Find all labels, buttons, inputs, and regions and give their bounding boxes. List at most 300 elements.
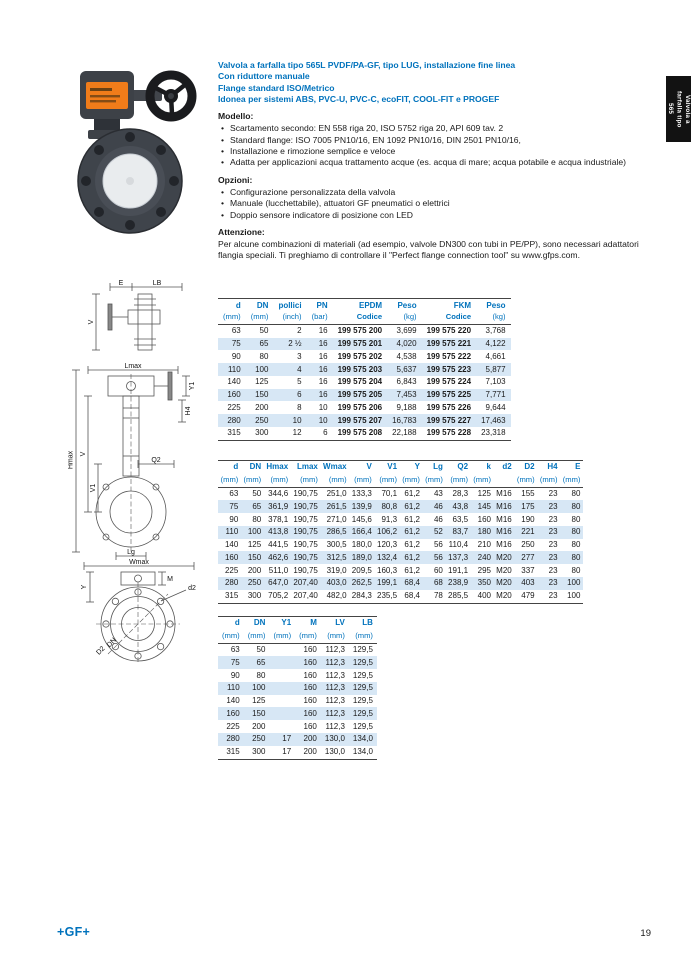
table-cell: 150	[252, 708, 266, 718]
drawing-front-view	[68, 360, 200, 565]
column-header: Y	[414, 462, 420, 472]
table-cell: 155	[521, 488, 535, 498]
table-cell: 5,637	[396, 364, 417, 374]
table-row	[218, 401, 511, 414]
table-row	[218, 539, 583, 552]
dimensions-table	[218, 460, 583, 604]
table-cell: 56	[433, 552, 443, 562]
table-cell	[269, 682, 295, 695]
table-cell: 190,75	[293, 565, 318, 575]
column-unit: (mm)	[291, 474, 321, 487]
attention-text: Per alcune combinazioni di materiali (ad esempio, valvole DN300 con tubi in PE/PP), sono necessari adattatori flangia speciali. Ti preghiamo di controllare il "Perfect flange connection tool" su www.gfps.com.	[218, 239, 639, 261]
table-row	[218, 500, 583, 513]
table-cell: 7,771	[485, 390, 506, 400]
table-cell: 300	[247, 591, 262, 601]
dimension-label: Y1	[189, 381, 196, 391]
table-cell: 190,75	[293, 501, 318, 511]
table-cell: 16	[318, 338, 328, 348]
table-cell: 61,2	[404, 552, 420, 562]
product-subtitle: Con riduttore manuale	[218, 71, 310, 82]
table-cell: 110	[225, 527, 239, 537]
column-header: FKM	[453, 301, 472, 310]
table-cell: 23	[548, 488, 558, 498]
column-header: d	[235, 301, 241, 310]
column-header: d2	[502, 462, 512, 472]
table-cell: 5	[297, 377, 302, 387]
table-cell: 315	[226, 747, 240, 757]
table-cell: 378,1	[268, 514, 289, 524]
table-cell: 140	[226, 696, 240, 706]
table-row	[218, 733, 377, 746]
dimension-label: D2	[95, 645, 107, 657]
table-cell: 80	[571, 540, 581, 550]
table-cell: 199 575 202	[337, 351, 383, 361]
table-cell: 199 575 208	[337, 428, 383, 438]
table-cell: 125	[252, 696, 266, 706]
table-cell: 140	[227, 377, 241, 387]
table-cell: 315	[227, 428, 241, 438]
table-cell: 160	[303, 657, 317, 667]
table-cell: 199 575 223	[426, 364, 472, 374]
side-tab-line: Valvola a	[683, 94, 691, 124]
column-unit: (mm)	[295, 630, 321, 643]
column-header: d	[233, 462, 239, 472]
table-cell: 12	[292, 428, 302, 438]
table-cell: 60	[433, 565, 443, 575]
table-cell: 207,40	[293, 578, 318, 588]
table-row	[218, 414, 511, 427]
table-row	[218, 643, 377, 656]
column-unit: (mm)	[264, 474, 291, 487]
table-cell: 17	[282, 734, 292, 744]
table-cell: 110	[227, 364, 241, 374]
table-cell: 300,5	[326, 540, 347, 550]
column-unit: (mm)	[321, 630, 349, 643]
table-cell: 300	[252, 747, 266, 757]
opzioni-list	[218, 187, 656, 221]
table-cell: 129,5	[352, 644, 373, 654]
table-cell: 441,5	[268, 540, 289, 550]
table-cell: 4	[297, 364, 302, 374]
column-unit: (mm)	[423, 474, 446, 487]
table-cell: 52	[433, 527, 443, 537]
table-cell: 112,3	[325, 696, 345, 706]
table-cell: 91,3	[381, 514, 398, 524]
table-cell: 361,9	[268, 501, 289, 511]
table-cell: 190,75	[293, 540, 318, 550]
table-cell: 23	[548, 540, 558, 550]
table-cell: 17,463	[481, 415, 506, 425]
table-cell: 28,3	[452, 488, 469, 498]
table-cell: 75	[229, 501, 239, 511]
table-cell: 199 575 207	[337, 415, 383, 425]
column-unit: (mm)	[349, 630, 377, 643]
table-cell: 80,8	[381, 501, 398, 511]
table-cell: 462,6	[268, 552, 289, 562]
table-cell: 61,2	[404, 565, 420, 575]
table-cell: 100	[255, 364, 269, 374]
table-cell: M16	[496, 540, 512, 550]
table-cell: 150	[255, 390, 269, 400]
column-header: Lg	[433, 462, 443, 472]
table-cell: 200	[252, 721, 266, 731]
column-unit: (mm)	[560, 474, 583, 487]
table-cell: M20	[496, 578, 512, 588]
table-cell: 80	[571, 527, 581, 537]
table-cell: 160	[303, 644, 317, 654]
section-label-opzioni: Opzioni:	[218, 174, 253, 185]
column-unit: (inch)	[273, 312, 306, 324]
valve-photo-svg	[50, 62, 208, 234]
table-cell: 221	[521, 527, 535, 537]
table-cell: 80	[571, 488, 581, 498]
table-cell: 5,877	[485, 364, 506, 374]
table-cell: 4,661	[485, 351, 506, 361]
table-cell: 271,0	[326, 514, 347, 524]
column-header: DN	[249, 462, 262, 472]
table-cell: 61,2	[404, 514, 420, 524]
table-cell: 100	[567, 591, 581, 601]
column-unit: (kg)	[387, 312, 421, 324]
table-cell: 482,0	[326, 591, 347, 601]
column-unit: (mm)	[241, 474, 264, 487]
bullet-item: • Manuale (lucchettabile), attuatori GF pneumatici o elettrici	[218, 198, 656, 209]
dimension-label: H4	[185, 406, 192, 416]
table-cell: 225	[227, 402, 241, 412]
table-row	[218, 695, 377, 708]
table-cell: 3,768	[485, 326, 506, 336]
table-cell: 130,0	[324, 734, 345, 744]
column-header: DN	[256, 301, 269, 310]
table-cell: 199 575 201	[337, 338, 383, 348]
table-cell: 145,6	[351, 514, 372, 524]
table-cell: 180	[477, 527, 491, 537]
table-cell: 75	[231, 338, 241, 348]
table-cell: 134,0	[352, 747, 373, 757]
column-header: Hmax	[266, 462, 289, 472]
table-cell: 63,5	[452, 514, 469, 524]
column-header: pollici	[278, 301, 302, 310]
dimension-label: d2	[188, 585, 196, 592]
table-row	[218, 551, 583, 564]
column-header: Lmax	[296, 462, 318, 472]
column-header: V	[366, 462, 372, 472]
table-cell	[269, 669, 295, 682]
table-cell: 125	[255, 377, 269, 387]
table-cell: 10	[292, 415, 302, 425]
table-row	[218, 350, 511, 363]
table-cell: 235,5	[377, 591, 398, 601]
table-cell: 191,1	[448, 565, 469, 575]
table-cell: 110,4	[448, 540, 469, 550]
table-cell: 16	[318, 351, 328, 361]
table-cell: 61,2	[404, 488, 420, 498]
table-cell: 250	[521, 540, 535, 550]
table-cell: 68	[433, 578, 443, 588]
table-cell: 160	[227, 390, 241, 400]
bullet-item: • Scartamento secondo: EN 558 riga 20, ISO 5752 riga 20, API 609 tav. 2	[218, 123, 656, 134]
drawing-flange-view	[64, 556, 212, 671]
column-unit: (mm)	[244, 630, 270, 643]
table-cell: 80	[571, 501, 581, 511]
page-number: 19	[640, 928, 651, 939]
dimension-label: V1	[90, 483, 97, 493]
valve-body	[78, 119, 182, 233]
table-cell: 250	[247, 578, 262, 588]
table-cell: 129,5	[352, 696, 373, 706]
column-header: Peso	[486, 301, 506, 310]
column-header: PN	[316, 301, 328, 310]
table-cell: 190,75	[293, 488, 318, 498]
table-cell: 705,2	[268, 591, 289, 601]
table-cell: 80	[571, 565, 581, 575]
table-cell: 7,103	[485, 377, 506, 387]
dimension-label: V	[88, 319, 95, 325]
table-cell: 9,644	[485, 402, 506, 412]
table-cell: 479	[521, 591, 535, 601]
table-cell: 129,5	[352, 670, 373, 680]
table-cell: 75	[230, 657, 240, 667]
column-unit: (kg)	[476, 312, 510, 324]
table-cell: 80	[571, 514, 581, 524]
bullet-item: • Doppio sensore indicatore di posizione con LED	[218, 210, 656, 221]
table-cell: 189,0	[351, 552, 372, 562]
table-row	[218, 682, 377, 695]
column-header: LV	[335, 618, 345, 628]
table-cell: 43	[433, 488, 443, 498]
table-cell: 199,1	[377, 578, 398, 588]
table-cell: 225	[226, 721, 240, 731]
table-cell: 647,0	[268, 578, 289, 588]
table-cell: 150	[247, 552, 262, 562]
table-row	[218, 720, 377, 733]
table-cell: 129,5	[352, 683, 373, 693]
table-cell: 100	[252, 683, 266, 693]
table-cell: 251,0	[326, 488, 347, 498]
table-cell: 284,3	[351, 591, 372, 601]
dimension-label: Q2	[151, 457, 161, 464]
table-cell: 312,5	[326, 552, 347, 562]
table-cell: 337	[521, 565, 535, 575]
table-cell: 3	[297, 351, 302, 361]
column-header: LB	[362, 618, 373, 628]
table-row	[218, 707, 377, 720]
table-cell: M20	[496, 565, 512, 575]
table-cell: 68,4	[404, 578, 420, 588]
table-cell: 16	[318, 364, 328, 374]
product-subtitle: Idonea per sistemi ABS, PVC-U, PVC-C, ecoFIT, COOL-FIT e PROGEF	[218, 93, 500, 104]
column-unit: (mm)	[445, 474, 470, 487]
column-header: H4	[547, 462, 558, 472]
table-cell: 200	[303, 734, 317, 744]
table-cell: 112,3	[325, 721, 345, 731]
gf-logo: +GF+	[57, 925, 91, 939]
column-unit: (mm)	[320, 474, 349, 487]
table-cell: 90	[229, 514, 239, 524]
table-cell: 106,2	[377, 527, 398, 537]
table-cell: 199 575 205	[337, 390, 383, 400]
table-cell: 139,9	[351, 501, 372, 511]
table-cell	[269, 695, 295, 708]
table-cell: 160	[303, 696, 317, 706]
table-cell: 199 575 222	[426, 351, 472, 361]
table-cell: 160	[303, 683, 317, 693]
table-cell: 23	[548, 552, 558, 562]
table-cell: 46	[433, 501, 443, 511]
table-cell: 65	[252, 501, 262, 511]
table-cell: 50	[252, 488, 262, 498]
table-cell: 199 575 204	[337, 377, 383, 387]
order-table	[218, 298, 511, 441]
table-row	[218, 324, 511, 337]
table-cell: 50	[259, 326, 269, 336]
table-cell: 250	[252, 734, 266, 744]
section-label-attenzione: Attenzione:	[218, 226, 265, 237]
dimension-label: E	[118, 280, 124, 287]
table-cell: 10	[318, 415, 328, 425]
table-cell: 4,020	[396, 338, 417, 348]
column-header: E	[575, 462, 581, 472]
table-cell: 120,3	[377, 540, 398, 550]
column-unit: (mm)	[400, 474, 423, 487]
table-cell: 403	[521, 578, 535, 588]
table-cell: 80	[252, 514, 262, 524]
table-cell: 23	[548, 578, 558, 588]
column-unit: (mm)	[218, 474, 241, 487]
table-cell: 61,2	[404, 501, 420, 511]
table-cell: 200	[255, 402, 269, 412]
table-row	[218, 427, 511, 440]
table-cell: 261,5	[326, 501, 347, 511]
table-cell: 137,3	[448, 552, 469, 562]
table-cell: 160	[303, 708, 317, 718]
table-cell: 132,4	[377, 552, 398, 562]
column-header: V1	[387, 462, 398, 472]
table-cell: 3,699	[396, 326, 417, 336]
table-cell: 125	[247, 540, 262, 550]
column-header: DN	[253, 618, 266, 628]
table-cell	[269, 707, 295, 720]
table-cell: 166,4	[351, 527, 372, 537]
table-cell: 4,538	[396, 351, 417, 361]
table-cell: 17	[282, 747, 292, 757]
table-cell: 23	[548, 527, 558, 537]
table-cell: 46	[433, 514, 443, 524]
dimension-label: Y	[81, 584, 88, 590]
column-unit: (mm)	[374, 474, 399, 487]
table-cell: 56	[433, 540, 443, 550]
table-cell: 315	[224, 591, 239, 601]
table-cell: 175	[521, 501, 535, 511]
table-cell: 180,0	[351, 540, 372, 550]
table-cell	[269, 720, 295, 733]
table-cell: 511,0	[268, 565, 289, 575]
column-unit: (mm)	[514, 474, 537, 487]
table-cell: 65	[256, 657, 266, 667]
column-unit: (mm)	[218, 630, 244, 643]
table-cell: 129,5	[352, 657, 373, 667]
table-cell: 190,75	[293, 527, 318, 537]
table-cell: M16	[496, 501, 512, 511]
table-cell: M16	[496, 527, 512, 537]
table-cell: 43,8	[452, 501, 469, 511]
table-cell: 112,3	[325, 657, 345, 667]
table-row	[218, 487, 583, 500]
table-cell: 190,75	[293, 514, 318, 524]
table-cell: 225	[224, 565, 239, 575]
column-header: Q2	[457, 462, 469, 472]
table-cell: 200	[247, 565, 262, 575]
table-cell: 50	[256, 644, 266, 654]
table-cell: 6	[323, 428, 328, 438]
table-cell: 319,0	[326, 565, 347, 575]
table-cell: 8	[297, 402, 302, 412]
table-cell: 140	[224, 540, 239, 550]
dimension-label: Lmax	[124, 363, 142, 370]
column-unit	[494, 474, 515, 487]
dimension-label: DN	[105, 636, 118, 649]
column-unit: (mm)	[349, 474, 374, 487]
column-unit: (mm)	[218, 312, 246, 324]
table-row	[218, 526, 583, 539]
side-tab-line: 565	[666, 103, 674, 115]
table-cell: 63	[231, 326, 241, 336]
column-unit: (bar)	[307, 312, 333, 324]
table-cell: 145	[477, 501, 491, 511]
product-photo	[50, 62, 208, 234]
table-cell: 129,5	[352, 708, 373, 718]
table-cell: 210	[477, 540, 491, 550]
side-view-linework	[92, 283, 182, 350]
column-header: k	[486, 462, 491, 472]
table-cell: 286,5	[326, 527, 347, 537]
table-cell: 61,2	[404, 527, 420, 537]
side-tab-line: farfalla tipo	[675, 90, 683, 128]
table-cell: 63	[229, 488, 239, 498]
table-cell: 160	[303, 721, 317, 731]
front-view-linework	[72, 366, 190, 560]
table-cell: 350	[477, 578, 491, 588]
column-header: Wmax	[323, 462, 347, 472]
table-row	[218, 746, 377, 759]
table-cell: 403,0	[326, 578, 347, 588]
table-cell: 110	[226, 683, 240, 693]
table-cell: 70,1	[381, 488, 398, 498]
table-row	[218, 577, 583, 590]
dimension-label: M	[167, 576, 173, 583]
table-cell: 199 575 224	[426, 377, 472, 387]
table-cell: 400	[477, 591, 491, 601]
table-cell: 80	[571, 552, 581, 562]
table-cell: 160,3	[377, 565, 398, 575]
table-cell: 160	[226, 708, 240, 718]
table-cell: 160	[303, 670, 317, 680]
table-cell: 6	[297, 390, 302, 400]
table-cell: 2 ½	[288, 338, 302, 348]
table-cell: 80	[259, 351, 269, 361]
bullet-item: • Adatta per applicazioni acqua trattamento acque (es. acqua di mare; acqua potabile e acqua industriale)	[218, 157, 656, 168]
column-unit: Codice	[422, 312, 477, 324]
table-cell: 112,3	[325, 670, 345, 680]
table-cell: 280	[227, 415, 241, 425]
table-cell: 190	[521, 514, 535, 524]
table-cell: 83,7	[452, 527, 469, 537]
column-unit: (mm)	[246, 312, 274, 324]
table-cell: 160	[224, 552, 239, 562]
table-cell: 133,3	[351, 488, 372, 498]
dimension-label: V	[80, 451, 87, 457]
table-row	[218, 376, 511, 389]
